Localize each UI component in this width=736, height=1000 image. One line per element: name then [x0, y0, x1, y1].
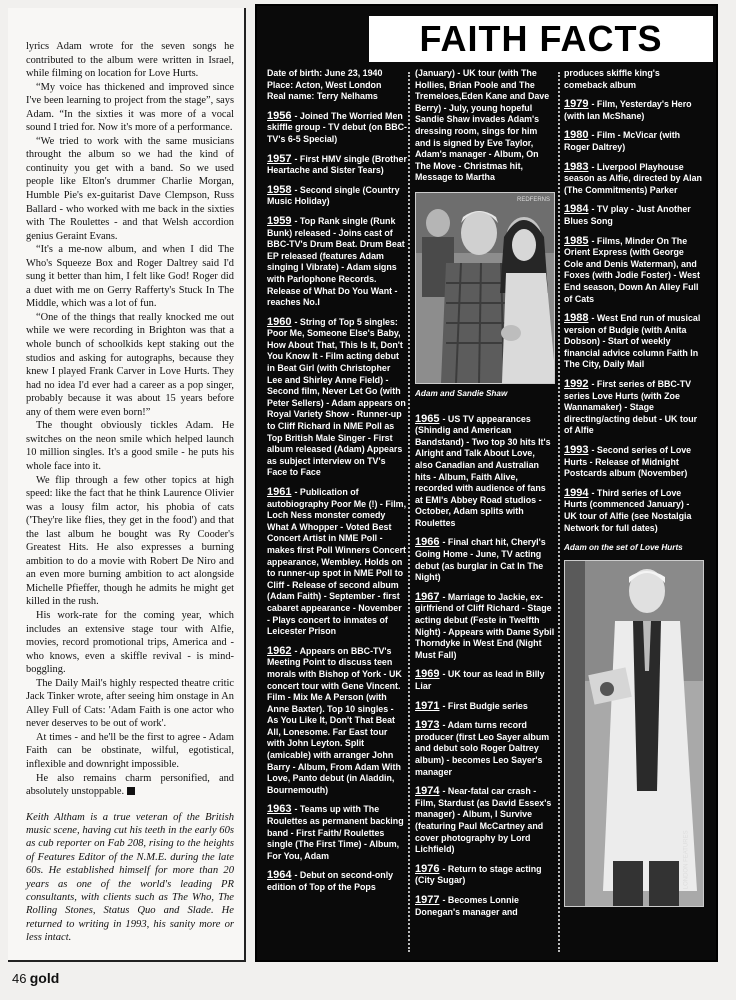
- fact-text: - US TV appearances (Shindig and American Bandstand) - Two top 30 hits It's Alright and Talk About Love, also Canadian and Australian hits - Album, Faith Alive, recorded with audience of fans at EMI's Abbey Road studios - October, Adam splits with Roulettes: [415, 413, 551, 528]
- fact-continuation: produces skiffle king's comeback album: [564, 68, 660, 90]
- fact-text: - Top Rank single (Runk Bunk) released - Joins cast of BBC-TV's Drum Beat. Drum Beat EP released (features Adam singing I Vibrate) - Adam signs with Parlophone Records. Release of What Do You Want - reaches No.I: [267, 215, 405, 308]
- fact-text: - UK tour as lead in Billy Liar: [415, 669, 545, 691]
- fact-entry: [267, 317, 407, 479]
- article-paragraph-text: He also remains charm personified, and absolutely unstoppable.: [26, 772, 234, 798]
- magazine-brand: gold: [29, 970, 60, 986]
- fact-year: 1994: [564, 486, 589, 499]
- fact-entry: [415, 701, 555, 713]
- real-name: Real name: Terry Nelhams: [267, 91, 378, 102]
- fact-year: 1962: [267, 644, 292, 657]
- fact-year: 1993: [564, 444, 589, 457]
- fact-year: 1957: [267, 152, 292, 165]
- fact-year: 1958: [267, 183, 292, 196]
- article-paragraph: lyrics Adam wrote for the seven songs he contributed to the album were written in Israel, while filming on location for Love Hurts.: [26, 41, 234, 80]
- photo-credit: LONDON FEATURES: [683, 830, 690, 890]
- article-paragraph: “We tried to work with the same musicians throught the album so we had the kind of continuity you get with a band. So we used people like Elton's drummer Charlie Morgan, Humble Pie's ex-guitarist Dave Clempson, Russ Ballard - who worked with me back in the sixties with The Roulettes - and that Welsh accordion genius Geraint Evans.: [26, 135, 234, 242]
- fact-text: - Becomes Lonnie Donegan's manager and: [415, 894, 519, 917]
- fact-text: - Second single (Country Music Holiday): [267, 184, 400, 207]
- fact-text: - Debut on second-only edition of Top of the Pops: [267, 870, 394, 892]
- fact-entry: [267, 111, 407, 146]
- fact-year: 1992: [564, 378, 589, 391]
- fact-year: 1979: [564, 98, 589, 111]
- fact-text: - Appears on BBC-TV's Meeting Point to discuss teen morals with Bishop of York - UK concert tour with Gene Vincent. Film - Mix Me A Person (with Anne Baxter). Top 10 singles - As You Like It, Don't That Beat All, Lonesome. Far East tour with John Leyton. Split (amicable) with arranger John Barry - Album, From Adam With Love, Panto debut (in Aladdin, Bournemouth): [267, 645, 402, 795]
- fact-entry: [564, 204, 704, 227]
- fact-text: - First Budgie series: [442, 700, 528, 711]
- article-final-paragraph: [26, 772, 234, 799]
- fact-year: 1980: [564, 129, 589, 142]
- photo-credit: REDFERNS: [516, 196, 550, 203]
- fact-text: - Liverpool Playhouse season as Alfie, directed by Alan (The Commitments) Parker: [564, 161, 702, 195]
- fact-text: - First series of BBC-TV series Love Hurts (with Zoe Wannamaker) - Stage directing/acting debut - UK tour of Alfie: [564, 379, 698, 436]
- place-of-birth: Place: Acton, West London: [267, 79, 382, 90]
- fact-entry: [415, 895, 555, 918]
- photo-love-hurts-set: [564, 560, 704, 907]
- fact-entry: [415, 720, 555, 778]
- fact-text: - Marriage to Jackie, ex-girlfriend of Cliff Richard - Stage acting debut (Feste in Twelfth Night) - Appears with Dame Sybil Thorndyke in West End (Night Must Fall): [415, 591, 555, 660]
- fact-year: 1956: [267, 109, 292, 122]
- fact-entry: [415, 786, 555, 856]
- fact-entry: [267, 646, 407, 797]
- photo-caption: Adam and Sandie Shaw: [415, 388, 508, 398]
- fact-text: - First HMV single (Brother Heartache and Sister Tears): [267, 153, 407, 176]
- fact-entry: [267, 216, 407, 309]
- fact-entry: [267, 487, 407, 638]
- fact-entry: [564, 236, 704, 306]
- photo-caption: Adam on the set of Love Hurts: [564, 543, 683, 553]
- fact-entry: [564, 162, 704, 197]
- article-paragraph: “My voice has thickened and improved since I've been learning to project from the stage”, says Adam. “In the sixties it was more of a vocal sound I tried for. Now it's more of a performance.: [26, 81, 234, 134]
- fact-entry: [415, 414, 555, 530]
- fact-year: 1971: [415, 699, 440, 712]
- fact-year: 1983: [564, 160, 589, 173]
- intro-block: [267, 68, 407, 103]
- article-paragraph: The thought obviously tickles Adam. He switches on the neon smile which helped launch 10 million singles. It's a good smile - he puts his whole face into it.: [26, 420, 234, 472]
- fact-text: - Film - McVicar (with Roger Daltrey): [564, 130, 681, 152]
- article-paragraph: “It's a me-now album, and when I did The Who's Squeeze Box and Roger Daltrey said I'd sung it better than him, I felt like God! Roger did a duet with me on Gerry Rafferty's Stuck In The Middle, which was a lot of fun.: [26, 244, 234, 310]
- fact-text: - Adam turns record producer (first Leo Sayer album and debut solo Roger Daltrey album) - becomes Leo Sayer's manager: [415, 720, 550, 777]
- fact-text: - TV play - Just Another Blues Song: [564, 204, 691, 226]
- fact-entry: [415, 864, 555, 887]
- fact-text: - Publication of autobiography Poor Me (!) - Film, Loch Ness monster comedy What A Whopper - Voted Best Concert Artist in NME Poll - makes first Poll Winners Concert appearance, Wembley. Holds on to runner-up spot in NME Poll to Cliff - Release of second album (Adam Faith) - September - first cabaret appearance - November - Plays concert to inmates of Leicester Prison: [267, 487, 407, 637]
- facts-column-3: [564, 68, 704, 911]
- article-paragraph: The Daily Mail's highly respected theatre critic Jack Tinker wrote, after seeing him onstage in An Alley Full of Cats: 'Adam Faith is one actor who never deserves to be out of work'.: [26, 677, 234, 730]
- article-column: [8, 8, 246, 962]
- article-paragraph: “One of the things that really knocked me out while we were recording in Brighton was that a whole bunch of schoolkids kept staking out the studios and asking for autographs, because they knew I played Frank Carver in Love Hurts. They had no idea I'd ever had a career as a pop singer, probably because it was about 15 years before any of them were even born!”: [26, 311, 234, 418]
- fact-year: 1965: [415, 412, 440, 425]
- fact-year: 1969: [415, 668, 440, 681]
- article-paragraph: We flip through a few other topics at high speed: like the fact that he think Laurence Olivier was a lousy film actor, his phobia of cats ('They're like flies, they get in the food') and that the last album he bought was Ry Cooder's Greatest Hits. He also expresses a burning ambition to do a movie with Robert De Niro and an even more burning ambition to act alongside Michelle Pfieffer, though he admits he might get killed in the rush.: [26, 474, 234, 608]
- fact-text: - Final chart hit, Cheryl's Going Home - June, TV acting debut (as burglar in Cat In The Night): [415, 537, 546, 583]
- fact-year: 1985: [564, 234, 589, 247]
- column-divider: [558, 72, 560, 952]
- author-bio: Keith Altham is a true veteran of the British music scene, having cut his teeth in the early 60s as cub reporter on Fab 208, rising to the heights of Features Editor of the N.M.E. during the late 60s. He established himself for more than 20 years as one of the world's leading PR consultants, with clients such as The Who, The Rolling Stones, Status Quo and Slade. He returned to writing in 1993, his sanity more or less intact.: [26, 811, 234, 944]
- fact-year: 1973: [415, 719, 440, 732]
- fact-text: - Third series of Love Hurts (commenced January) - UK tour of Alfie (see Nostalgia Network for full dates): [564, 487, 692, 533]
- fact-year: 1984: [564, 203, 589, 216]
- date-of-birth: Date of birth: June 23, 1940: [267, 68, 383, 78]
- fact-entry: [267, 870, 407, 893]
- facts-column-2: [415, 68, 555, 926]
- fact-year: 1974: [415, 785, 440, 798]
- page-number: 46: [12, 971, 27, 986]
- fact-entry: [564, 445, 704, 480]
- article-paragraph: At times - and he'll be the first to agree - Adam Faith can be obstinate, wilful, egotistical, inflexible and downright impossible.: [26, 731, 234, 770]
- fact-year: 1959: [267, 214, 292, 227]
- fact-entry: [267, 154, 407, 177]
- fact-year: 1967: [415, 590, 440, 603]
- fact-continuation: (January) - UK tour (with The Hollies, Brian Poole and The Tremeloes,Eden Kane and Dave Berry) - July, young hopeful Sandie Shaw invades Adam's dressing room, sings for him and is signed by Eve Taylor, Adam's manager - Album, On The Move - Christmas hit, Message to Martha: [415, 68, 550, 183]
- fact-entry: [564, 130, 704, 153]
- fact-entry: [415, 592, 555, 662]
- fact-entry: [415, 669, 555, 692]
- fact-entry: [415, 537, 555, 583]
- column-divider: [408, 72, 410, 952]
- article-paragraph: His work-rate for the coming year, which includes an extensive stage tour with Alfie, movies, record promotional trips, America and - who knows, even a skiffle revival - is mind-boggling.: [26, 609, 234, 676]
- fact-text: - Joined The Worried Men skiffle group - TV debut (on BBC-TV's 6-5 Special): [267, 110, 408, 144]
- fact-text: - Film, Yesterday's Hero (with Ian McShane): [564, 99, 692, 121]
- fact-text: - String of Top 5 singles: Poor Me, Someone Else's Baby, How About That, This Is It, Don't You Know It - Film acting debut in Beat Girl (with Christopher Lee and Shirley Anne Field) - Second film, Never Let Go (with Peter Sellers) - Adam appears on Royal Variety Show - Runner-up to Cliff Richard in NME Poll as Top British Male Singer - First album released (Adam) Appears as subject interview on TV's Face to Face: [267, 316, 406, 478]
- fact-entry: [564, 99, 704, 122]
- page-footer: [12, 970, 59, 987]
- fact-text: - Films, Minder On The Orient Express (with George Cole and Denis Waterman), and Foxes (with Jodie Foster) - West End season, Down An Alley Full of Cats: [564, 235, 700, 304]
- fact-year: 1988: [564, 312, 589, 325]
- fact-text: - Teams up with The Roulettes as permanent backing band - First Faith/ Roulettes single (The First Time) - Album, For You, Adam: [267, 804, 404, 861]
- fact-entry: [267, 185, 407, 208]
- fact-year: 1964: [267, 869, 292, 882]
- fact-year: 1961: [267, 486, 292, 498]
- fact-entry: [564, 488, 704, 534]
- fact-entry: [267, 804, 407, 862]
- fact-text: - West End run of musical version of Budgie (with Anita Dobson) - Start of weekly financial advice column Faith In The City, Daily Mail: [564, 313, 701, 370]
- fact-year: 1966: [415, 536, 440, 549]
- photo-adam-and-sandie: [415, 192, 555, 384]
- fact-year: 1977: [415, 893, 440, 906]
- fact-text: - Near-fatal car crash - Film, Stardust (as David Essex's manager) - Album, I Survive (featuring Paul McCartney and cover photography by Lord Lichfield): [415, 786, 552, 855]
- fact-year: 1960: [267, 315, 292, 328]
- fact-entry: [564, 379, 704, 437]
- fact-text: - Return to stage acting (City Sugar): [415, 863, 542, 886]
- faith-facts-panel: [255, 4, 718, 962]
- fact-entry: [564, 313, 704, 371]
- fact-text: - Second series of Love Hurts - Release of Midnight Postcards album (November): [564, 445, 692, 479]
- facts-column-1: [267, 68, 407, 902]
- fact-year: 1963: [267, 803, 292, 816]
- end-mark-icon: [127, 787, 135, 795]
- photo-illustration: [416, 193, 555, 383]
- fact-year: 1976: [415, 862, 440, 875]
- facts-title: FAITH FACTS: [369, 16, 713, 62]
